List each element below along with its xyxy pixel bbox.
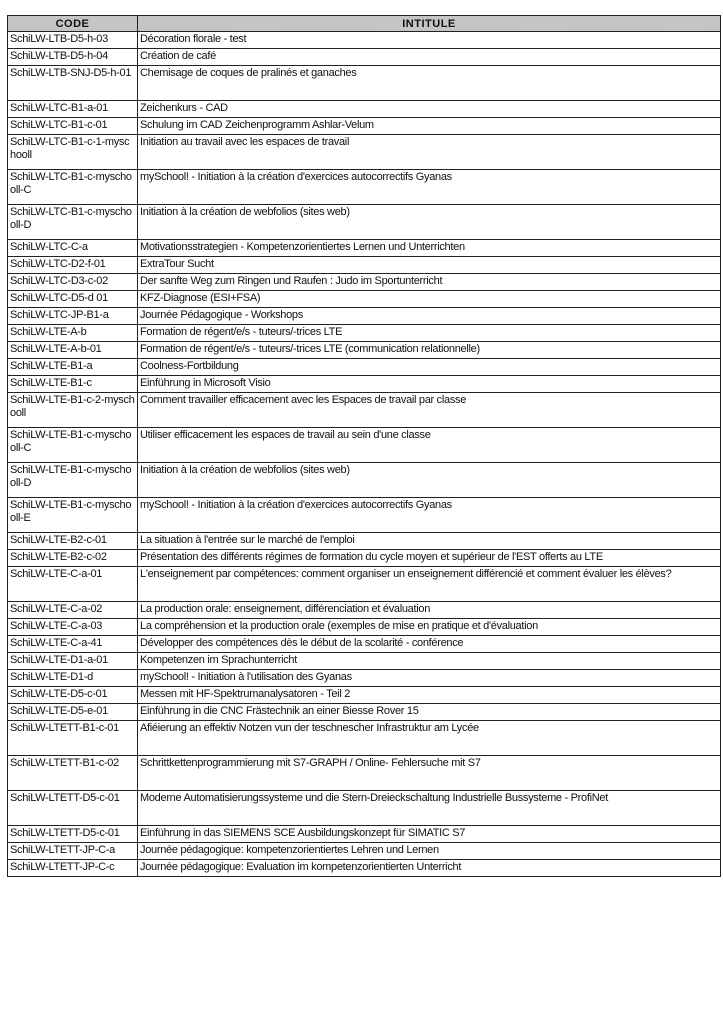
title-cell: ExtraTour Sucht: [138, 257, 721, 274]
title-cell: Afiéierung an effektiv Notzen vun der teschnescher Infrastruktur am Lycée: [138, 721, 721, 756]
code-cell: SchiLW-LTC-B1-a-01: [8, 101, 138, 118]
table-row: [8, 308, 721, 325]
title-cell: mySchool! - Initiation à la création d'exercices autocorrectifs Gyanas: [138, 498, 721, 533]
code-cell: SchiLW-LTC-D5-d 01: [8, 291, 138, 308]
title-cell: Développer des compétences dès le début de la scolarité - conférence: [138, 636, 721, 653]
title-cell: Kompetenzen im Sprachunterricht: [138, 653, 721, 670]
code-cell: SchiLW-LTETT-JP-C-c: [8, 860, 138, 877]
title-cell: mySchool! - Initiation à la création d'exercices autocorrectifs Gyanas: [138, 170, 721, 205]
table-row: [8, 860, 721, 877]
table-row: [8, 32, 721, 49]
title-cell: Messen mit HF-Spektrumanalysatoren - Teil 2: [138, 687, 721, 704]
title-cell: Der sanfte Weg zum Ringen und Raufen : Judo im Sportunterricht: [138, 274, 721, 291]
code-cell: SchiLW-LTE-C-a-02: [8, 602, 138, 619]
table-row: [8, 550, 721, 567]
code-cell: SchiLW-LTE-B1-c-myschooll-E: [8, 498, 138, 533]
header-row: [8, 16, 721, 32]
code-cell: SchiLW-LTE-A-b: [8, 325, 138, 342]
code-cell: SchiLW-LTE-B2-c-02: [8, 550, 138, 567]
table-row: [8, 704, 721, 721]
table-row: [8, 257, 721, 274]
table-row: [8, 291, 721, 308]
table-body: [8, 32, 721, 877]
table-row: [8, 602, 721, 619]
title-cell: Schrittkettenprogrammierung mit S7-GRAPH / Online- Fehlersuche mit S7: [138, 756, 721, 791]
table-row: [8, 325, 721, 342]
title-cell: Chemisage de coques de pralinés et ganaches: [138, 66, 721, 101]
code-cell: SchiLW-LTE-B1-c-myschooll-C: [8, 428, 138, 463]
title-cell: Coolness-Fortbildung: [138, 359, 721, 376]
table-row: [8, 687, 721, 704]
table-row: [8, 393, 721, 428]
code-cell: SchiLW-LTE-B1-c-myschooll-D: [8, 463, 138, 498]
title-cell: Initiation à la création de webfolios (sites web): [138, 463, 721, 498]
code-cell: SchiLW-LTC-B1-c-myschooll-C: [8, 170, 138, 205]
code-cell: SchiLW-LTE-D1-d: [8, 670, 138, 687]
title-cell: La production orale: enseignement, différenciation et évaluation: [138, 602, 721, 619]
code-cell: SchiLW-LTE-C-a-41: [8, 636, 138, 653]
table-row: [8, 567, 721, 602]
title-cell: Initiation au travail avec les espaces de travail: [138, 135, 721, 170]
table-row: [8, 359, 721, 376]
title-cell: mySchool! - Initiation à l'utilisation des Gyanas: [138, 670, 721, 687]
title-cell: Journée pédagogique: Evaluation im kompetenzorientierten Unterricht: [138, 860, 721, 877]
code-cell: SchiLW-LTB-SNJ-D5-h-01: [8, 66, 138, 101]
code-cell: SchiLW-LTETT-B1-c-02: [8, 756, 138, 791]
title-cell: KFZ-Diagnose (ESI+FSA): [138, 291, 721, 308]
course-code-table: [7, 15, 721, 877]
code-cell: SchiLW-LTC-JP-B1-a: [8, 308, 138, 325]
table-row: [8, 791, 721, 826]
code-cell: SchiLW-LTC-B1-c-01: [8, 118, 138, 135]
title-cell: Einführung in Microsoft Visio: [138, 376, 721, 393]
title-cell: Présentation des différents régimes de formation du cycle moyen et supérieur de l'EST offerts au LTE: [138, 550, 721, 567]
code-cell: SchiLW-LTE-C-a-03: [8, 619, 138, 636]
table-row: [8, 826, 721, 843]
code-cell: SchiLW-LTE-C-a-01: [8, 567, 138, 602]
code-cell: SchiLW-LTE-B2-c-01: [8, 533, 138, 550]
title-cell: Moderne Automatisierungssysteme und die Stern-Dreieckschaltung Industrielle Bussysteme - ProfiNet: [138, 791, 721, 826]
table-row: [8, 205, 721, 240]
code-cell: SchiLW-LTE-B1-c-2-myschooll: [8, 393, 138, 428]
table-row: [8, 274, 721, 291]
table-row: [8, 533, 721, 550]
title-cell: Schulung im CAD Zeichenprogramm Ashlar-Velum: [138, 118, 721, 135]
course-code-table-sheet: [7, 15, 720, 877]
title-cell: Création de café: [138, 49, 721, 66]
table-row: [8, 619, 721, 636]
title-cell: Comment travailler efficacement avec les Espaces de travail par classe: [138, 393, 721, 428]
column-header-code: CODE: [8, 16, 138, 32]
table-row: [8, 756, 721, 791]
table-row: [8, 428, 721, 463]
code-cell: SchiLW-LTB-D5-h-04: [8, 49, 138, 66]
code-cell: SchiLW-LTETT-JP-C-a: [8, 843, 138, 860]
code-cell: SchiLW-LTE-D1-a-01: [8, 653, 138, 670]
code-cell: SchiLW-LTC-C-a: [8, 240, 138, 257]
title-cell: Utiliser efficacement les espaces de travail au sein d'une classe: [138, 428, 721, 463]
title-cell: Journée Pédagogique - Workshops: [138, 308, 721, 325]
title-cell: Initiation à la création de webfolios (sites web): [138, 205, 721, 240]
title-cell: Zeichenkurs - CAD: [138, 101, 721, 118]
code-cell: SchiLW-LTB-D5-h-03: [8, 32, 138, 49]
code-cell: SchiLW-LTC-D2-f-01: [8, 257, 138, 274]
table-row: [8, 721, 721, 756]
table-row: [8, 498, 721, 533]
title-cell: Formation de régent/e/s - tuteurs/-trices LTE: [138, 325, 721, 342]
title-cell: Journée pédagogique: kompetenzorientiertes Lehren und Lernen: [138, 843, 721, 860]
code-cell: SchiLW-LTE-B1-a: [8, 359, 138, 376]
code-cell: SchiLW-LTE-B1-c: [8, 376, 138, 393]
table-row: [8, 342, 721, 359]
title-cell: Motivationsstrategien - Kompetenzorientiertes Lernen und Unterrichten: [138, 240, 721, 257]
table-row: [8, 670, 721, 687]
table-row: [8, 49, 721, 66]
title-cell: Décoration florale - test: [138, 32, 721, 49]
table-row: [8, 66, 721, 101]
column-header-intitule: INTITULE: [138, 16, 721, 32]
code-cell: SchiLW-LTC-B1-c-1-myschooll: [8, 135, 138, 170]
title-cell: Einführung in die CNC Frästechnik an einer Biesse Rover 15: [138, 704, 721, 721]
table-row: [8, 170, 721, 205]
table-row: [8, 653, 721, 670]
title-cell: La situation à l'entrée sur le marché de l'emploi: [138, 533, 721, 550]
code-cell: SchiLW-LTE-A-b-01: [8, 342, 138, 359]
title-cell: La compréhension et la production orale (exemples de mise en pratique et d'évaluation: [138, 619, 721, 636]
table-row: [8, 376, 721, 393]
code-cell: SchiLW-LTC-B1-c-myschooll-D: [8, 205, 138, 240]
table-row: [8, 135, 721, 170]
title-cell: L'enseignement par compétences: comment organiser un enseignement différencié et comment évaluer les élèves?: [138, 567, 721, 602]
code-cell: SchiLW-LTETT-D5-c-01: [8, 826, 138, 843]
title-cell: Einführung in das SIEMENS SCE Ausbildungskonzept für SIMATIC S7: [138, 826, 721, 843]
table-row: [8, 463, 721, 498]
code-cell: SchiLW-LTE-D5-c-01: [8, 687, 138, 704]
table-row: [8, 118, 721, 135]
code-cell: SchiLW-LTETT-B1-c-01: [8, 721, 138, 756]
code-cell: SchiLW-LTC-D3-c-02: [8, 274, 138, 291]
table-row: [8, 101, 721, 118]
code-cell: SchiLW-LTETT-D5-c-01: [8, 791, 138, 826]
table-row: [8, 843, 721, 860]
table-row: [8, 240, 721, 257]
title-cell: Formation de régent/e/s - tuteurs/-trices LTE (communication relationnelle): [138, 342, 721, 359]
table-row: [8, 636, 721, 653]
code-cell: SchiLW-LTE-D5-e-01: [8, 704, 138, 721]
